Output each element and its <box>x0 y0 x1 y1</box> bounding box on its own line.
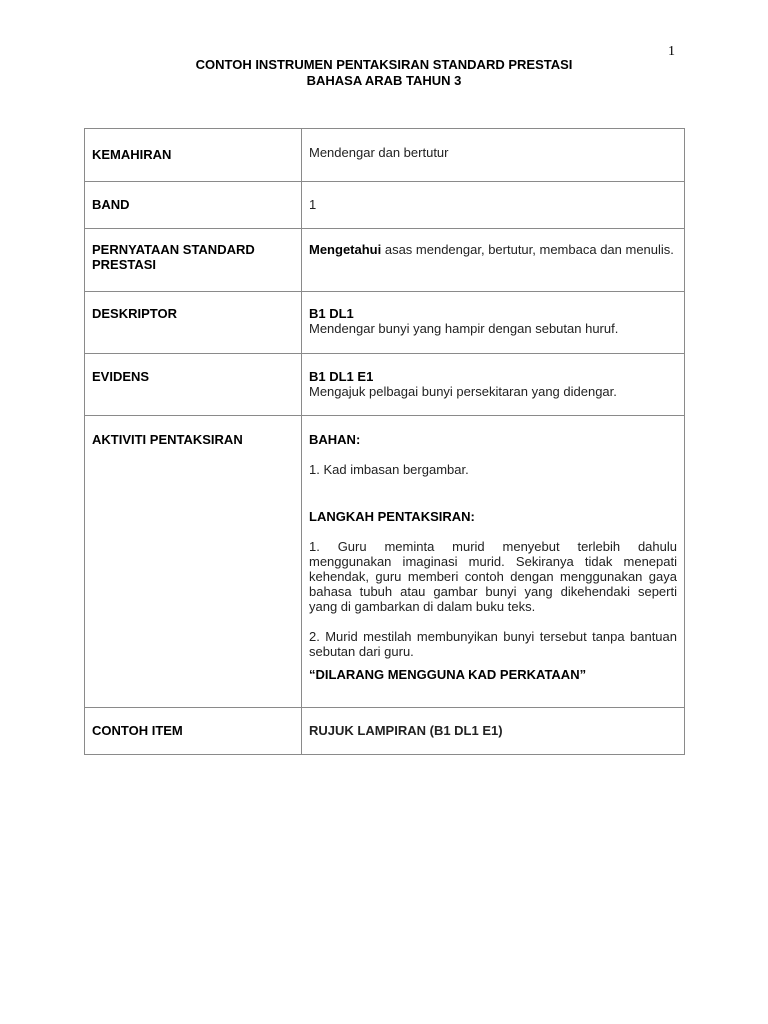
document-title-line-2: BAHASA ARAB TAHUN 3 <box>306 73 462 88</box>
contoh-item-value: RUJUK LAMPIRAN (B1 DL1 E1) <box>302 708 685 755</box>
kemahiran-label: KEMAHIRAN <box>85 129 302 182</box>
table-row-deskriptor <box>85 292 685 354</box>
band-label: BAND <box>85 182 302 229</box>
deskriptor-text: Mendengar bunyi yang hampir dengan sebutan huruf. <box>309 321 619 336</box>
pernyataan-value <box>302 229 685 292</box>
evidens-text: Mengajuk pelbagai bunyi persekitaran yang didengar. <box>309 384 617 399</box>
evidens-label: EVIDENS <box>85 354 302 416</box>
band-value: 1 <box>302 182 685 229</box>
evidens-code: B1 DL1 E1 <box>309 369 374 384</box>
table-row-band <box>85 182 685 229</box>
deskriptor-value <box>302 292 685 354</box>
document-title-line-1: CONTOH INSTRUMEN PENTAKSIRAN STANDARD PRESTASI <box>195 57 573 72</box>
pernyataan-rest: asas mendengar, bertutur, membaca dan menulis. <box>381 242 674 257</box>
table-row-kemahiran <box>85 129 685 182</box>
page-number: 1 <box>668 44 675 59</box>
deskriptor-label: DESKRIPTOR <box>85 292 302 354</box>
pernyataan-bold-word: Mengetahui <box>309 242 382 257</box>
assessment-table <box>84 128 685 755</box>
table-row-pernyataan <box>85 229 685 292</box>
pernyataan-label: PERNYATAAN STANDARD PRESTASI <box>85 229 302 292</box>
contoh-item-label: CONTOH ITEM <box>85 708 302 755</box>
aktiviti-value <box>302 416 685 708</box>
deskriptor-code: B1 DL1 <box>309 306 354 321</box>
evidens-value <box>302 354 685 416</box>
langkah-heading: LANGKAH PENTAKSIRAN: <box>309 509 475 524</box>
bahan-heading: BAHAN: <box>309 432 361 447</box>
langkah-step-1: 1. Guru meminta murid menyebut terlebih dahulu menggunakan imaginasi murid. Sekiranya tidak menepati kehendak, guru memberi contoh dengan menggunakan gaya bahasa tubuh atau gambar bunyi yang dikehendaki seperti yang di gambarkan di dalam buku teks. <box>309 539 677 614</box>
table-row-evidens <box>85 354 685 416</box>
document-title <box>0 57 768 89</box>
table-row-contoh-item <box>85 708 685 755</box>
langkah-step-2: 2. Murid mestilah membunyikan bunyi tersebut tanpa bantuan sebutan dari guru. <box>309 629 677 659</box>
kemahiran-value: Mendengar dan bertutur <box>302 129 685 182</box>
bahan-item: 1. Kad imbasan bergambar. <box>309 462 469 477</box>
warning-note: “DILARANG MENGGUNA KAD PERKATAAN” <box>309 667 587 682</box>
table-row-aktiviti <box>85 416 685 708</box>
aktiviti-label: AKTIVITI PENTAKSIRAN <box>85 416 302 708</box>
